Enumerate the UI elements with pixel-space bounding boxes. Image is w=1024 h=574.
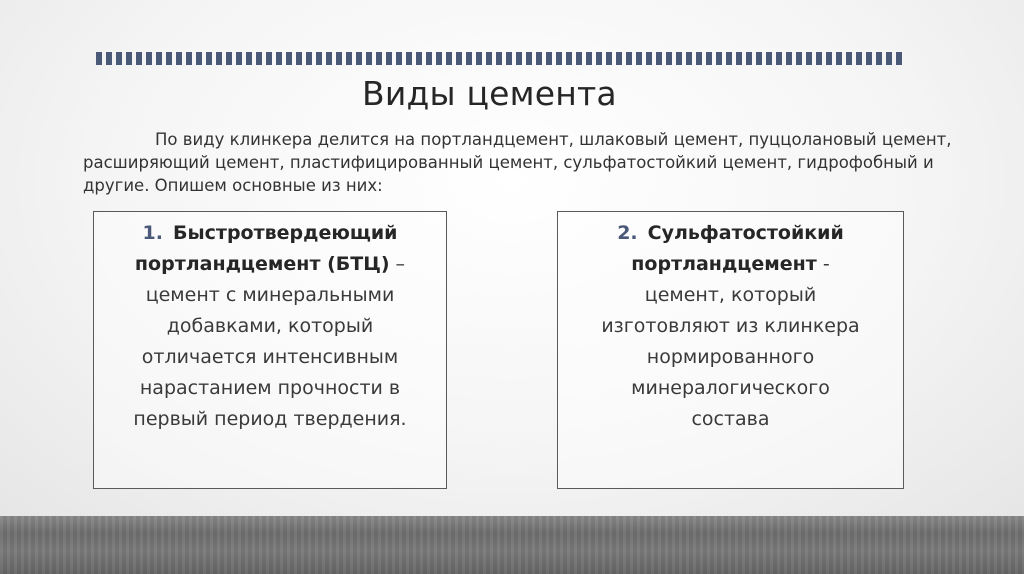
card-term-line2: портландцемент bbox=[631, 253, 817, 275]
card-desc-line: изготовляют из клинкера bbox=[601, 315, 860, 337]
floor-background bbox=[0, 516, 1024, 574]
card-desc-line: добавками, который bbox=[166, 315, 374, 337]
card-dash: - bbox=[816, 253, 830, 275]
card-heading-line bbox=[94, 249, 446, 280]
card-desc-line: состава bbox=[691, 408, 770, 430]
card-number: 1. bbox=[142, 222, 163, 244]
slide-title: Виды цемента bbox=[362, 74, 617, 113]
card-term-line1: Сульфатостойкий bbox=[647, 222, 844, 244]
card-dash: – bbox=[389, 253, 406, 275]
card-desc-line: нормированного bbox=[646, 346, 815, 368]
card-term-line1: Быстротвердеющий bbox=[173, 222, 398, 244]
card-sulfate-resistant bbox=[557, 211, 904, 489]
card-desc-line: первый период твердения. bbox=[133, 408, 407, 430]
card-desc-line: цемент, который bbox=[644, 284, 817, 306]
decorative-stripe bbox=[96, 52, 904, 65]
card-desc-line: отличается интенсивным bbox=[141, 346, 399, 368]
card-heading-line bbox=[558, 218, 903, 249]
card-heading-line bbox=[94, 218, 446, 249]
card-number: 2. bbox=[617, 222, 638, 244]
card-desc-line: нарастанием прочности в bbox=[139, 377, 401, 399]
card-heading-line bbox=[558, 249, 903, 280]
card-desc-line: цемент с минеральными bbox=[145, 284, 395, 306]
card-fast-hardening bbox=[93, 211, 447, 489]
intro-paragraph: По виду клинкера делится на портландцемент, шлаковый цемент, пуццолановый цемент, расширяющий цемент, пластифицированный цемент, сульфатостойкий цемент, гидрофобный и другие. Опишем основные из них: bbox=[83, 130, 952, 195]
card-desc-line: минералогического bbox=[631, 377, 830, 399]
card-term-line2: портландцемент (БТЦ) bbox=[134, 253, 390, 275]
